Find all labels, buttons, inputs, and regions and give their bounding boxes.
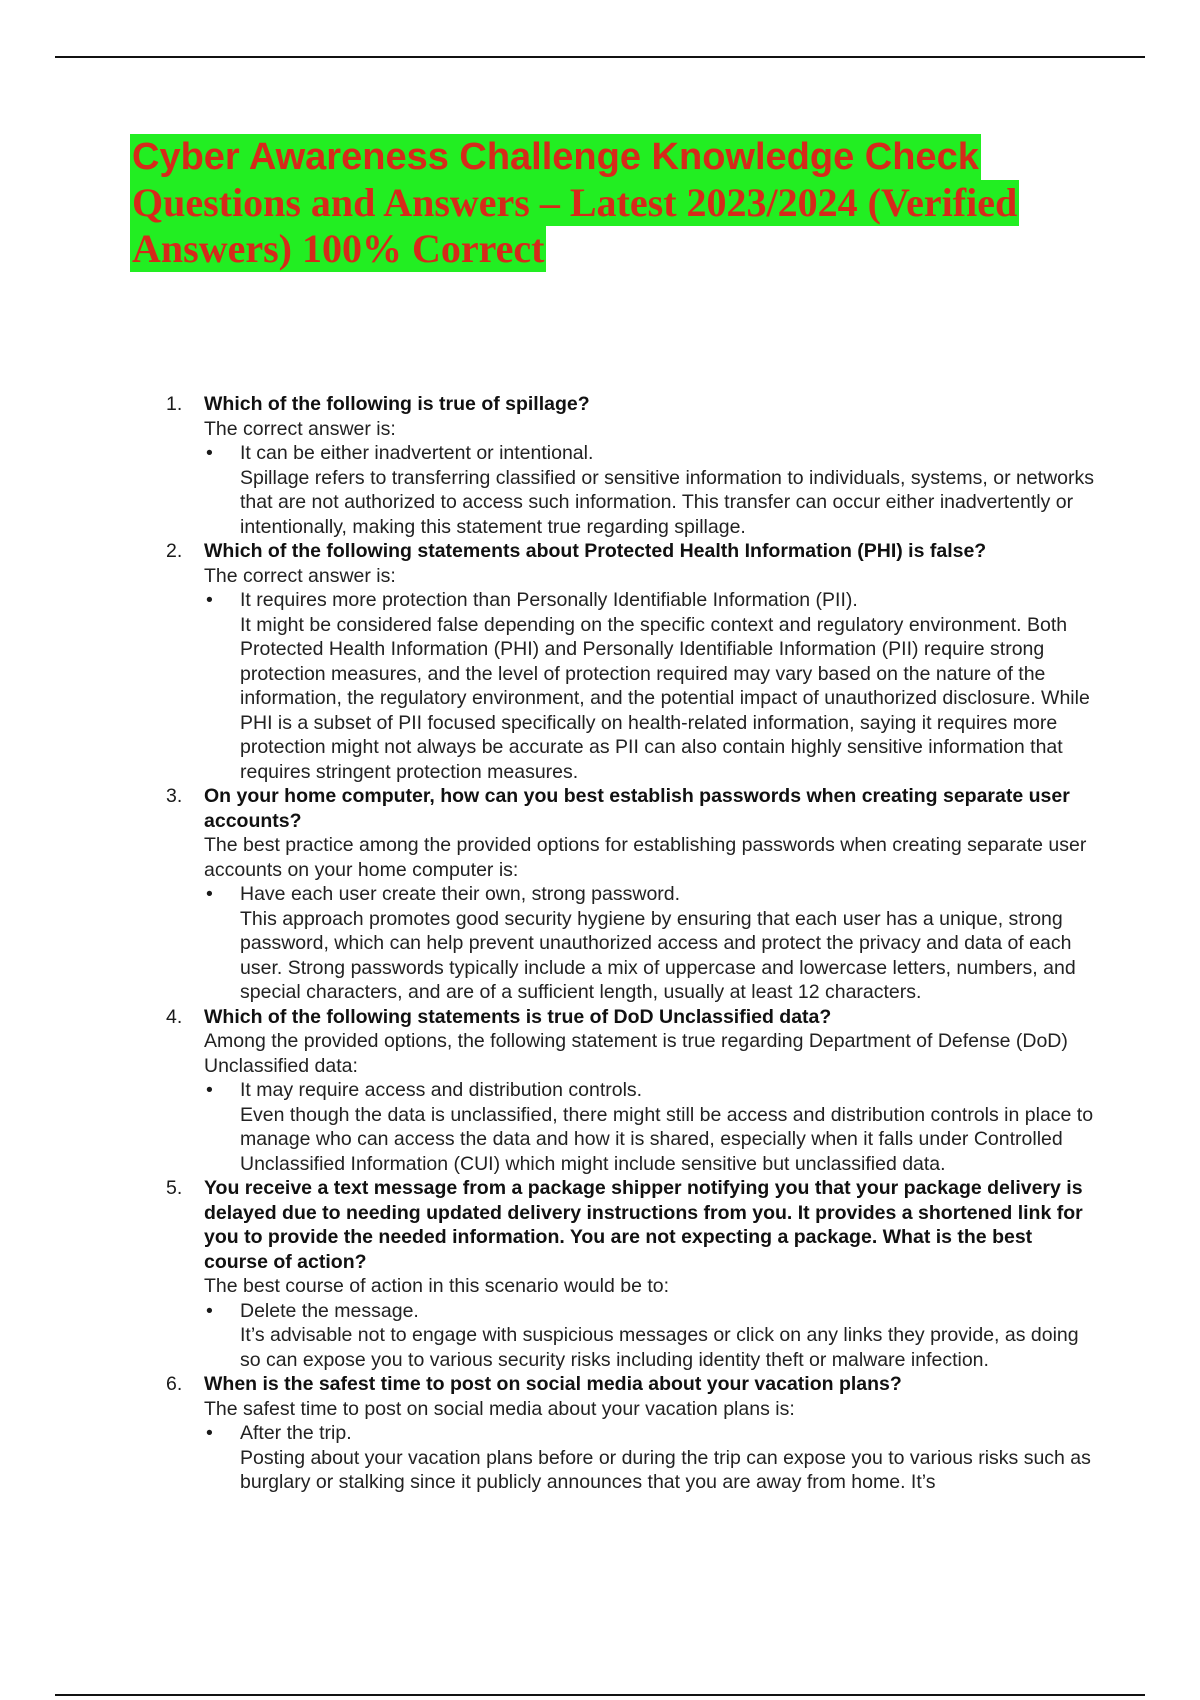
answer-intro: The safest time to post on social media about your vacation plans is: (204, 1397, 795, 1420)
answer-bullet (204, 1078, 1096, 1176)
question-number: 5. (166, 1177, 183, 1199)
answer-text: Have each user create their own, strong password. (240, 883, 681, 905)
qa-item (166, 784, 1096, 1005)
question-number: 6. (166, 1373, 183, 1395)
qa-item (166, 392, 1096, 539)
answer-intro: Among the provided options, the following statement is true regarding Department of Defense (DoD) Unclassified data: (204, 1030, 1068, 1077)
qa-list (166, 392, 1096, 1495)
answer-text: It requires more protection than Personally Identifiable Information (PII). (240, 589, 858, 611)
bullet-icon: • (206, 1422, 213, 1444)
question-text: Which of the following is true of spillage? (204, 393, 590, 415)
answer-bullet (204, 1299, 1096, 1373)
qa-item (166, 1005, 1096, 1177)
answer-bullet (204, 1421, 1096, 1495)
answer-explanation: It’s advisable not to engage with suspicious messages or click on any links they provide, as doing so can expose you to various security risks including identity theft or malware infection. (240, 1324, 1079, 1371)
question-number: 1. (166, 393, 183, 415)
question-number: 4. (166, 1005, 183, 1028)
question-text: You receive a text message from a package shipper notifying you that your package delivery is delayed due to needing updated delivery instructions from you. It provides a shortened link for you to provide the needed information. You are not expecting a package. What is the best course of action? (204, 1177, 1083, 1273)
answer-text: Delete the message. (240, 1299, 419, 1322)
answer-intro: The correct answer is: (204, 417, 396, 440)
answer-explanation: Even though the data is unclassified, there might still be access and distribution controls in place to manage who can access the data and how it is shared, especially when it falls under Controlled Unclassified Information (CUI) which might include sensitive but unclassified data. (240, 1103, 1094, 1175)
question-text: When is the safest time to post on social media about your vacation plans? (204, 1373, 902, 1395)
answer-text: It can be either inadvertent or intentional. (240, 442, 594, 464)
answer-bullet (204, 441, 1096, 539)
title-line-1: Cyber Awareness Challenge Knowledge Check (132, 136, 979, 178)
qa-item (166, 1176, 1096, 1372)
bullet-icon: • (206, 883, 213, 905)
answer-text: After the trip. (240, 1422, 352, 1444)
qa-item (166, 539, 1096, 784)
bullet-icon: • (206, 442, 213, 464)
question-text: Which of the following statements about Protected Health Information (PHI) is false? (204, 540, 987, 562)
top-rule (55, 56, 1145, 58)
answer-intro: The best practice among the provided options for establishing passwords when creating separate user accounts on your home computer is: (204, 834, 1087, 881)
answer-intro: The best course of action in this scenario would be to: (204, 1275, 670, 1297)
answer-text: It may require access and distribution controls. (240, 1079, 643, 1101)
answer-explanation: Spillage refers to transferring classified or sensitive information to individuals, systems, or networks that are not authorized to access such information. This transfer can occur either inadvertently or intentionally, making this statement true regarding spillage. (240, 466, 1095, 538)
answer-explanation: Posting about your vacation plans before or during the trip can expose you to various risks such as burglary or stalking since it publicly announces that you are away from home. It’s (240, 1446, 1091, 1493)
title-line-3: Answers) 100% Correct (132, 226, 545, 271)
question-text: On your home computer, how can you best establish passwords when creating separate user accounts? (204, 785, 1070, 832)
question-number: 2. (166, 540, 183, 562)
title-line-2: Questions and Answers – Latest 2023/2024 (Verified (132, 180, 1018, 225)
answer-bullet (204, 882, 1096, 1005)
bullet-icon: • (206, 589, 213, 611)
answer-intro: The correct answer is: (204, 564, 396, 587)
bottom-rule (55, 1694, 1145, 1696)
answer-explanation: It might be considered false depending on the specific context and regulatory environment. Both Protected Health Information (PHI) and Personally Identifiable Information (PII) require strong protection measures, and the level of protection required may vary based on the nature of the information, the regulatory environment, and the potential impact of unauthorized disclosure. While PHI is a subset of PII focused specifically on health-related information, saying it requires more protection might not always be accurate as PII can also contain highly sensitive information that requires stringent protection measures. (240, 613, 1090, 783)
answer-explanation: This approach promotes good security hygiene by ensuring that each user has a unique, strong password, which can help prevent unauthorized access and protect the privacy and data of each user. Strong passwords typically include a mix of uppercase and lowercase letters, numbers, and special characters, and are of a sufficient length, usually at least 12 characters. (240, 907, 1076, 1003)
question-text: Which of the following statements is true of DoD Unclassified data? (204, 1005, 832, 1028)
bullet-icon: • (206, 1299, 213, 1322)
document-title (130, 134, 1090, 272)
answer-bullet (204, 588, 1096, 784)
qa-item (166, 1372, 1096, 1495)
bullet-icon: • (206, 1079, 213, 1101)
question-number: 3. (166, 785, 183, 807)
